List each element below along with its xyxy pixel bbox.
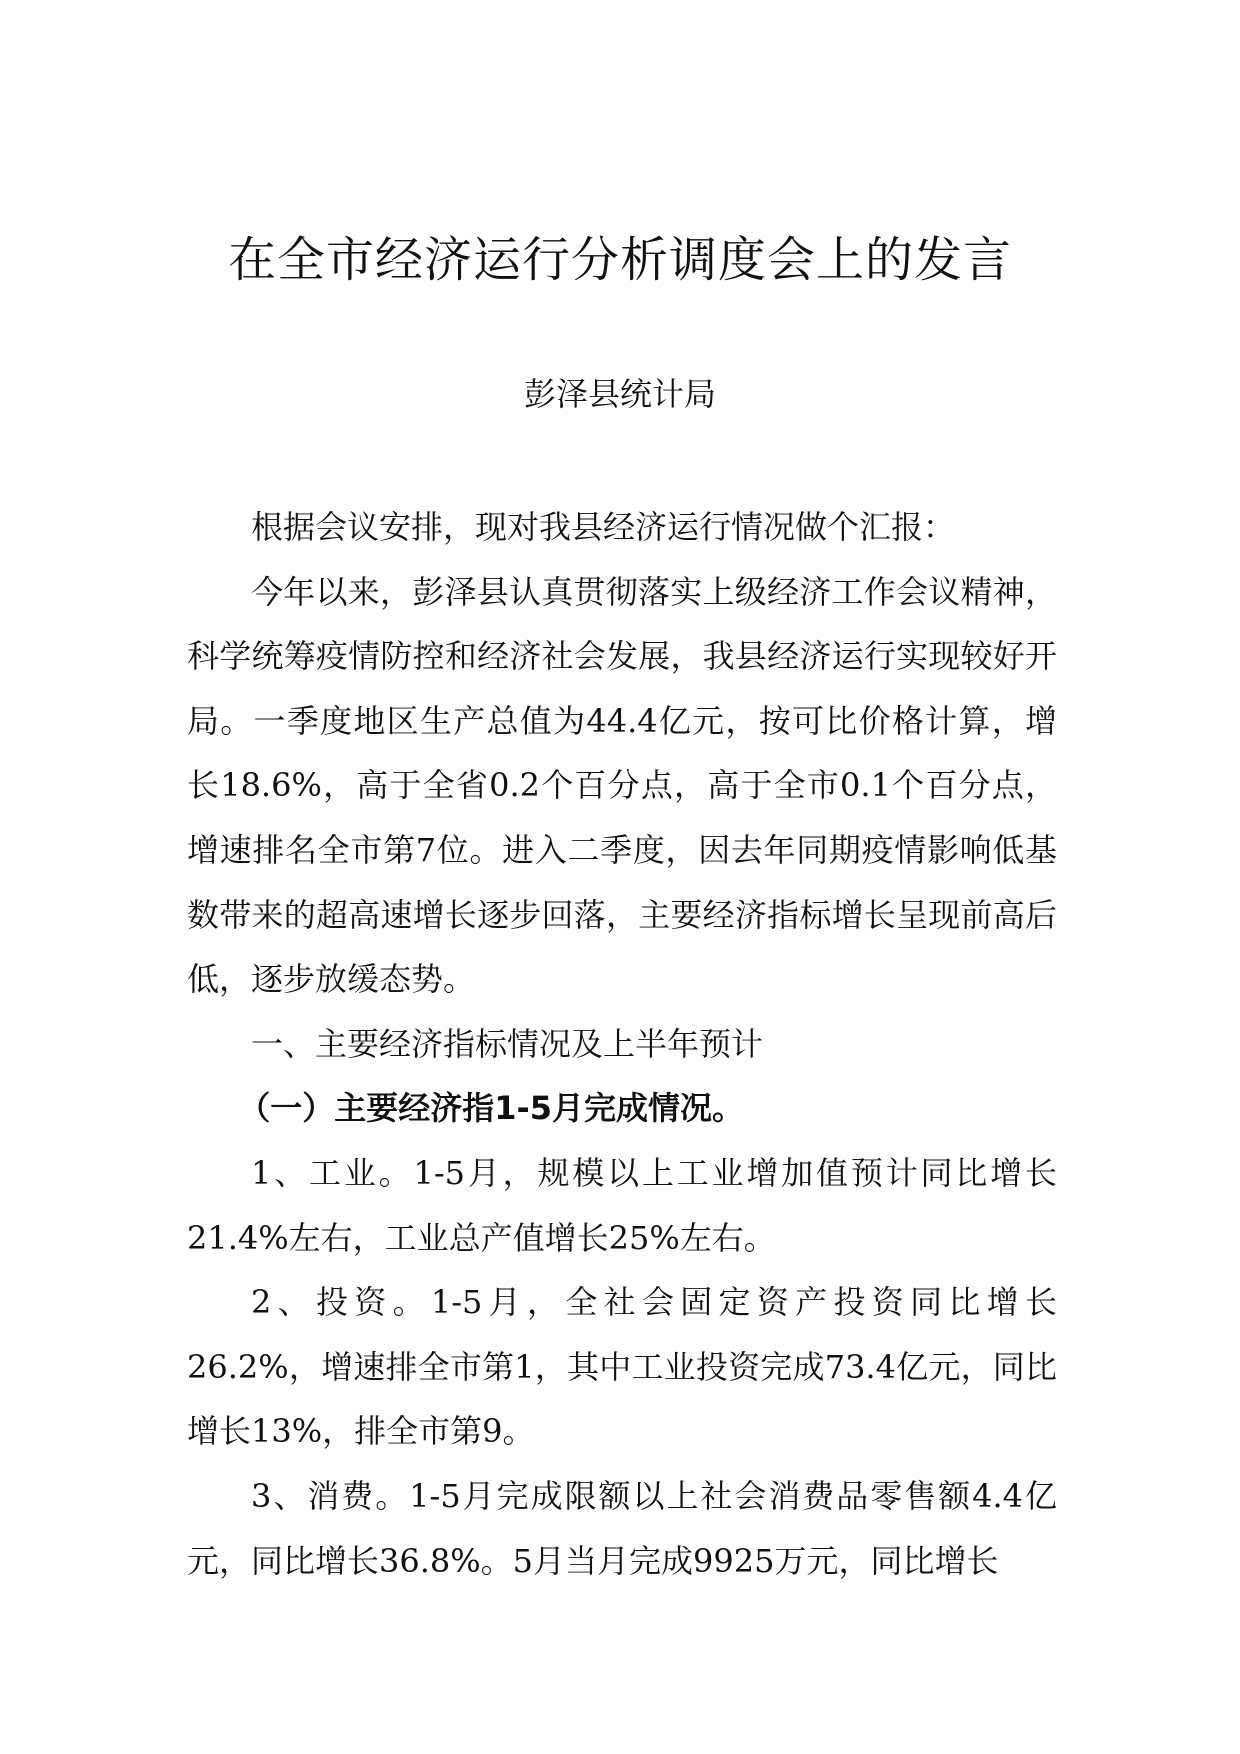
document-title: 在全市经济运行分析调度会上的发言 xyxy=(227,232,1012,288)
paragraph-intro: 根据会议安排，现对我县经济运行情况做个汇报： xyxy=(251,508,956,546)
paragraph-industry: 1、工业。1-5月，规模以上工业增加值预计同比增长21.4%左右，工业总产值增长25%左右。 xyxy=(187,1153,1057,1257)
document-body xyxy=(187,495,1057,1593)
subsection-heading: （一）主要经济指1-5月完成情况。 xyxy=(238,1089,745,1128)
document-author: 彭泽县统计局 xyxy=(523,375,716,413)
paragraph-investment: 2、投资。1-5月，全社会固定资产投资同比增长26.2%，增速排全市第1，其中工业投资完成73.4亿元，同比增长13%，排全市第9。 xyxy=(187,1283,1057,1451)
paragraph-overview: 今年以来，彭泽县认真贯彻落实上级经济工作会议精神，科学统筹疫情防控和经济社会发展，我县经济运行实现较好开局。一季度地区生产总值为44.4亿元，按可比价格计算，增长18.6%，高于全省0.2个百分点，高于全市0.1个百分点，增速排名全市第7位。进入二季度，因去年同期疫情影响低基数带来的超高速增长逐步回落，主要经济指标增长呈现前高后低，逐步放缓态势。 xyxy=(187,572,1057,999)
paragraph-consumption: 3、消费。1-5月完成限额以上社会消费品零售额4.4亿元，同比增长36.8%。5月当月完成9925万元，同比增长 xyxy=(187,1476,1057,1580)
section-heading: 一、主要经济指标情况及上半年预计 xyxy=(251,1024,764,1063)
